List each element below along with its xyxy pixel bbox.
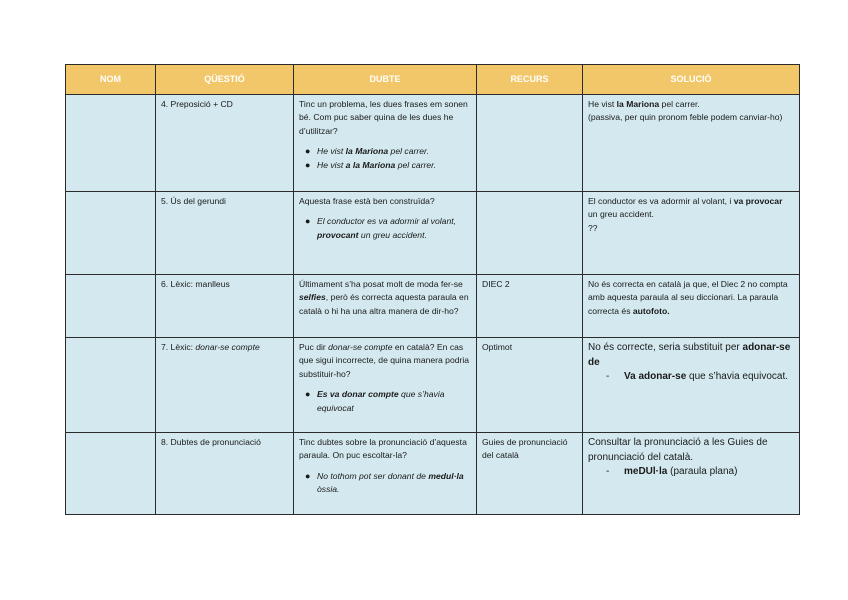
header-recurs: RECURS — [477, 65, 583, 95]
table-row — [66, 433, 800, 515]
dubte-text: Tinc un problema, les dues frases em sonen bé. Com puc saber quina de les dues he d’utilitzar? — [299, 99, 468, 136]
cell-nom — [66, 338, 156, 433]
cell-questio: 8. Dubtes de pronunciació — [156, 433, 294, 515]
bullet-icon: ● — [305, 470, 311, 481]
dash-icon: - — [606, 466, 610, 477]
example-item: ● No tothom pot ser donant de medul·la òssia. — [305, 470, 464, 495]
cell-dubte — [294, 433, 477, 515]
cell-dubte — [294, 95, 477, 192]
header-dubte: DUBTE — [294, 65, 477, 95]
cell-questio: 4. Preposició + CD — [156, 95, 294, 192]
solucio-note: ?? — [588, 222, 598, 233]
cell-nom — [66, 433, 156, 515]
table-row — [66, 192, 800, 275]
cell-solucio — [583, 192, 800, 275]
cell-questio: 7. Lèxic: donar-se compte — [156, 338, 294, 433]
cell-nom — [66, 192, 156, 275]
example-list — [299, 145, 471, 172]
header-questio: QÜESTIÓ — [156, 65, 294, 95]
example-item: ● El conductor es va adormir al volant, provocant un greu accident. — [305, 216, 456, 240]
cell-recurs — [477, 192, 583, 275]
solucio-text: Consultar la pronunciació a les Guies de pronunciació del català. — [588, 437, 768, 463]
table-row — [66, 338, 800, 433]
cell-dubte — [294, 338, 477, 433]
dubte-text: Últimament s’ha posat molt de moda fer-se selfies, però és correcta aquesta paraula en català o hi ha una altra manera de dir-ho? — [299, 279, 469, 316]
questions-table — [65, 64, 800, 515]
cell-dubte — [294, 192, 477, 275]
cell-dubte — [294, 275, 477, 338]
solucio-text: No és correcta en català ja que, el Diec 2 no compta amb aquesta paraula al seu diccionari. La paraula correcta és autofoto. — [588, 279, 788, 316]
cell-questio: 5. Ús del gerundi — [156, 192, 294, 275]
bullet-icon: ● — [305, 389, 311, 400]
solucio-note: (passiva, per quin pronom feble podem canviar-ho) — [588, 112, 783, 123]
cell-nom — [66, 95, 156, 192]
example-item: ● He vist la Mariona pel carrer. — [317, 145, 471, 158]
cell-solucio — [583, 338, 800, 433]
cell-recurs: Optimot — [477, 338, 583, 433]
example-list — [299, 470, 471, 497]
bullet-icon: ● — [305, 146, 311, 157]
solucio-text: El conductor es va adormir al volant, i va provocar un greu accident. — [588, 196, 783, 220]
cell-nom — [66, 275, 156, 338]
solucio-text: He vist la Mariona pel carrer. — [588, 99, 700, 109]
solucio-subitem: - Va adonar-se que s’havia equivocat. — [606, 370, 794, 385]
dubte-text: Tinc dubtes sobre la pronunciació d’aquesta paraula. On puc escoltar-la? — [299, 437, 467, 461]
cell-solucio — [583, 95, 800, 192]
cell-solucio — [583, 433, 800, 515]
dubte-text: Aquesta frase està ben construïda? — [299, 196, 435, 206]
example-item: ● He vist a la Mariona pel carrer. — [317, 159, 471, 172]
example-list — [299, 215, 471, 242]
table-row — [66, 275, 800, 338]
dubte-text: Puc dir donar-se compte en català? En cas que sigui incorrecte, de quina manera podria substituir-ho? — [299, 342, 470, 379]
dash-icon: - — [606, 371, 610, 382]
bullet-icon: ● — [305, 159, 311, 170]
bullet-icon: ● — [305, 216, 311, 227]
solucio-text: No és correcte, seria substituit per adonar-se de — [588, 342, 791, 368]
cell-recurs: DIEC 2 — [477, 275, 583, 338]
cell-solucio — [583, 275, 800, 338]
header-solucio: SOLUCIÓ — [583, 65, 800, 95]
table-row — [66, 95, 800, 192]
header-nom: NOM — [66, 65, 156, 95]
cell-recurs — [477, 95, 583, 192]
cell-questio: 6. Lèxic: manlleus — [156, 275, 294, 338]
example-list — [299, 388, 471, 415]
solucio-subitem: - meDUl·la (paraula plana) — [606, 465, 794, 480]
example-item: ● Es va donar compte que s’havia equivocat — [305, 389, 445, 413]
header-row — [66, 65, 800, 95]
cell-recurs: Guies de pronunciació del català — [477, 433, 583, 515]
